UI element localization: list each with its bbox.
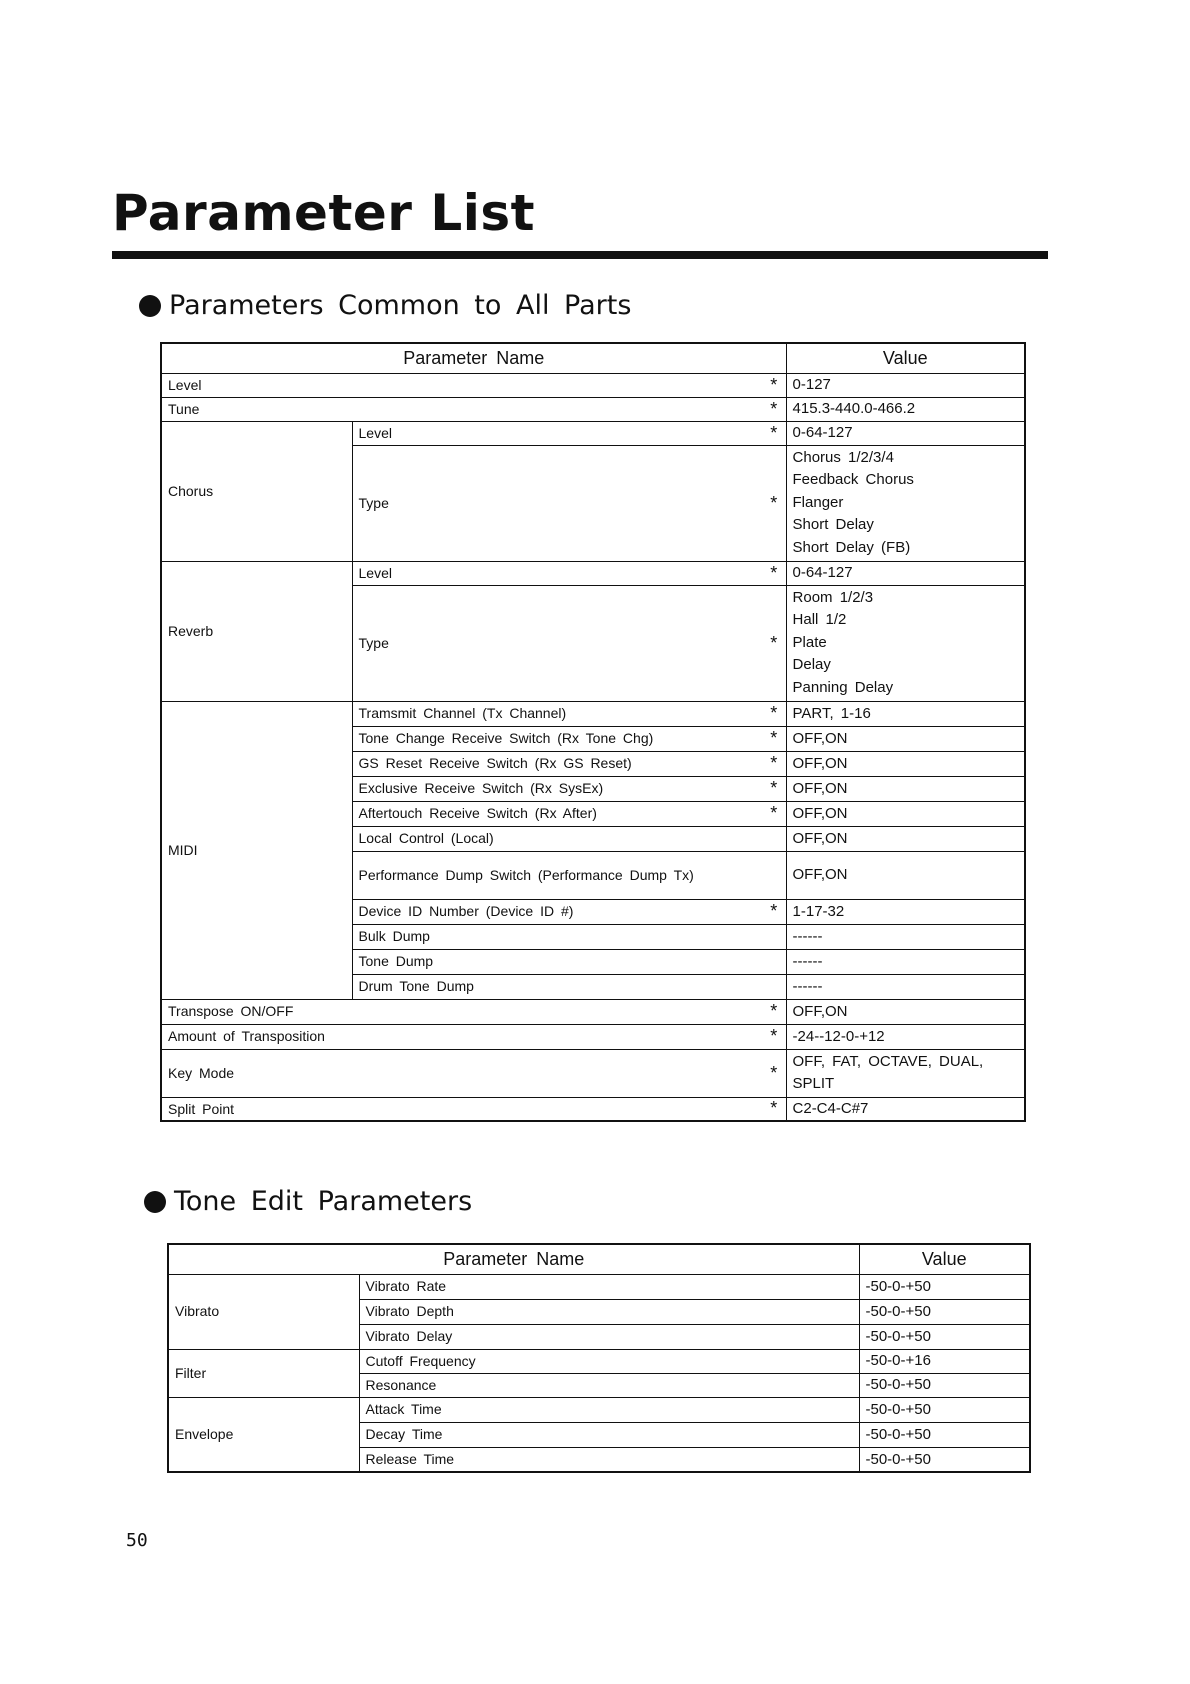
param-value: -50-0-+50 xyxy=(859,1274,1030,1299)
param-value: PART, 1-16 xyxy=(786,701,1025,726)
common-parameters-table xyxy=(160,342,1026,1122)
param-name: Amount of Transposition xyxy=(161,1024,762,1049)
param-name: Level xyxy=(161,373,762,397)
param-name: Tone Dump xyxy=(352,949,762,974)
param-name: Tone Change Receive Switch (Rx Tone Chg) xyxy=(352,726,762,751)
asterisk-mark xyxy=(762,974,786,999)
param-name: Device ID Number (Device ID #) xyxy=(352,899,762,924)
asterisk-mark: * xyxy=(762,561,786,585)
table-row xyxy=(161,701,1025,726)
value-line: Short Delay xyxy=(792,516,874,534)
header-parameter-name: Parameter Name xyxy=(161,343,786,373)
param-value: -50-0-+16 xyxy=(859,1349,1030,1373)
table-row xyxy=(168,1397,1030,1422)
group-label-filter: Filter xyxy=(168,1349,359,1397)
table-header-row xyxy=(168,1244,1030,1274)
param-value: ------ xyxy=(786,974,1025,999)
asterisk-mark: * xyxy=(762,899,786,924)
tone-heading-text: Tone Edit Parameters xyxy=(174,1186,473,1217)
asterisk-mark: * xyxy=(762,373,786,397)
param-name: GS Reset Receive Switch (Rx GS Reset) xyxy=(352,751,762,776)
page-number: 50 xyxy=(126,1530,148,1551)
asterisk-mark: * xyxy=(762,801,786,826)
tone-edit-heading xyxy=(144,1188,472,1215)
title-rule xyxy=(112,251,1048,259)
table-row xyxy=(161,999,1025,1024)
table-row xyxy=(161,397,1025,421)
param-value: 1-17-32 xyxy=(786,899,1025,924)
param-name: Drum Tone Dump xyxy=(352,974,762,999)
param-value: OFF,ON xyxy=(786,776,1025,801)
group-label-chorus: Chorus xyxy=(161,421,352,561)
param-value: C2-C4-C#7 xyxy=(786,1097,1025,1121)
value-line: Panning Delay xyxy=(792,678,894,696)
param-value: 0-64-127 xyxy=(786,561,1025,585)
table-row xyxy=(168,1349,1030,1373)
value-line: Room 1/2/3 xyxy=(792,588,874,606)
group-label-reverb: Reverb xyxy=(161,561,352,701)
value-line: Feedback Chorus xyxy=(792,471,914,489)
param-value: OFF,ON xyxy=(786,826,1025,851)
asterisk-mark: * xyxy=(762,421,786,445)
param-value: -24--12-0-+12 xyxy=(786,1024,1025,1049)
asterisk-mark xyxy=(762,924,786,949)
param-value: 415.3-440.0-466.2 xyxy=(786,397,1025,421)
param-name: Tune xyxy=(161,397,762,421)
value-line: Plate xyxy=(792,633,827,651)
param-name: Attack Time xyxy=(359,1397,859,1422)
group-label-vibrato: Vibrato xyxy=(168,1274,359,1349)
common-parameters-heading xyxy=(139,292,631,319)
asterisk-mark: * xyxy=(762,1097,786,1121)
param-name: Vibrato Depth xyxy=(359,1299,859,1324)
asterisk-mark xyxy=(762,826,786,851)
param-value: 0-64-127 xyxy=(786,421,1025,445)
param-name: Tramsmit Channel (Tx Channel) xyxy=(352,701,762,726)
value-line: Chorus 1/2/3/4 xyxy=(792,448,894,466)
param-name: Transpose ON/OFF xyxy=(161,999,762,1024)
param-name: Split Point xyxy=(161,1097,762,1121)
param-value: OFF,ON xyxy=(786,751,1025,776)
param-value: OFF,ON xyxy=(786,999,1025,1024)
value-line: OFF, FAT, OCTAVE, DUAL, xyxy=(792,1052,984,1070)
value-line: Short Delay (FB) xyxy=(792,538,911,556)
tone-edit-table xyxy=(167,1243,1031,1473)
param-value: -50-0-+50 xyxy=(859,1324,1030,1349)
param-name: Aftertouch Receive Switch (Rx After) xyxy=(352,801,762,826)
asterisk-mark: * xyxy=(762,585,786,701)
value-line: Delay xyxy=(792,656,831,674)
param-name: Performance Dump Switch (Performance Dump Tx) xyxy=(352,851,762,899)
asterisk-mark: * xyxy=(762,999,786,1024)
param-value: -50-0-+50 xyxy=(859,1397,1030,1422)
param-name: Bulk Dump xyxy=(352,924,762,949)
asterisk-mark xyxy=(762,851,786,899)
page-title: Parameter List xyxy=(112,184,535,242)
param-value: -50-0-+50 xyxy=(859,1373,1030,1397)
param-value: -50-0-+50 xyxy=(859,1299,1030,1324)
param-name: Decay Time xyxy=(359,1422,859,1447)
param-value: 0-127 xyxy=(786,373,1025,397)
param-value: ------ xyxy=(786,949,1025,974)
value-line: Flanger xyxy=(792,493,844,511)
asterisk-mark: * xyxy=(762,397,786,421)
bullet-icon xyxy=(144,1191,166,1213)
table-header-row xyxy=(161,343,1025,373)
asterisk-mark: * xyxy=(762,445,786,561)
param-value: OFF,ON xyxy=(786,801,1025,826)
asterisk-mark: * xyxy=(762,1024,786,1049)
param-name: Exclusive Receive Switch (Rx SysEx) xyxy=(352,776,762,801)
param-name: Type xyxy=(352,445,762,561)
table-row xyxy=(161,373,1025,397)
asterisk-mark xyxy=(762,949,786,974)
value-line: Hall 1/2 xyxy=(792,611,847,629)
param-value: OFF,ON xyxy=(786,851,1025,899)
table-row xyxy=(161,1024,1025,1049)
header-parameter-name: Parameter Name xyxy=(168,1244,859,1274)
group-label-midi: MIDI xyxy=(161,701,352,999)
param-value: ------ xyxy=(786,924,1025,949)
param-name: Resonance xyxy=(359,1373,859,1397)
param-name: Level xyxy=(352,421,762,445)
table-row xyxy=(161,421,1025,445)
param-name: Cutoff Frequency xyxy=(359,1349,859,1373)
table-row xyxy=(161,561,1025,585)
header-value: Value xyxy=(859,1244,1030,1274)
table-row xyxy=(161,1097,1025,1121)
header-value: Value xyxy=(786,343,1025,373)
value-line: SPLIT xyxy=(792,1075,835,1092)
param-name: Level xyxy=(352,561,762,585)
asterisk-mark: * xyxy=(762,726,786,751)
param-value: OFF,ON xyxy=(786,726,1025,751)
param-name: Type xyxy=(352,585,762,701)
param-name: Local Control (Local) xyxy=(352,826,762,851)
param-name: Vibrato Delay xyxy=(359,1324,859,1349)
asterisk-mark: * xyxy=(762,751,786,776)
asterisk-mark: * xyxy=(762,701,786,726)
bullet-icon xyxy=(139,295,161,317)
param-value-list xyxy=(786,1049,1025,1097)
table-row xyxy=(161,1049,1025,1097)
param-name: Release Time xyxy=(359,1447,859,1472)
param-value: -50-0-+50 xyxy=(859,1447,1030,1472)
param-name: Vibrato Rate xyxy=(359,1274,859,1299)
table-row xyxy=(168,1274,1030,1299)
common-heading-text: Parameters Common to All Parts xyxy=(169,290,632,321)
asterisk-mark: * xyxy=(762,776,786,801)
asterisk-mark: * xyxy=(762,1049,786,1097)
param-name: Key Mode xyxy=(161,1049,762,1097)
param-value: -50-0-+50 xyxy=(859,1422,1030,1447)
param-value-list xyxy=(786,445,1025,561)
group-label-envelope: Envelope xyxy=(168,1397,359,1472)
param-value-list xyxy=(786,585,1025,701)
